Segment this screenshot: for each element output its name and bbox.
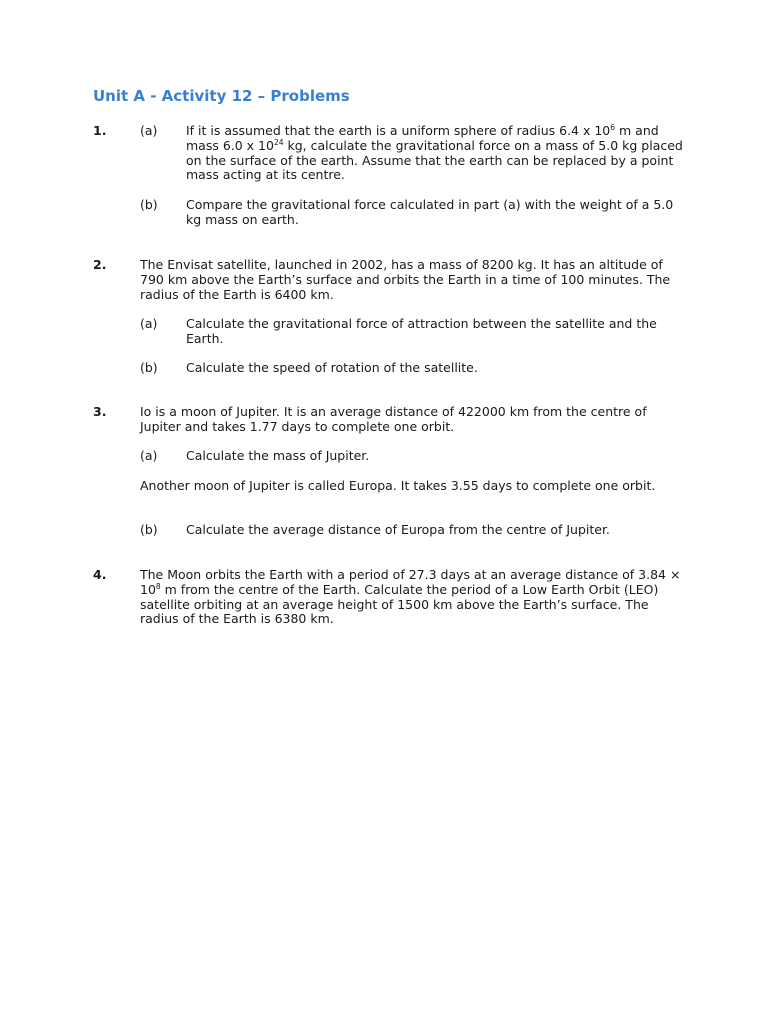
question-2a-text: Calculate the gravitational force of attraction between the satellite and the Earth. <box>186 316 657 346</box>
question-3a-text: Calculate the mass of Jupiter. <box>186 448 370 463</box>
question-2b-label: (b) <box>140 360 158 375</box>
question-3-number: 3. <box>93 404 107 419</box>
question-1b-label: (b) <box>140 197 158 212</box>
question-2b-text: Calculate the speed of rotation of the satellite. <box>186 360 478 375</box>
question-3-stem: Io is a moon of Jupiter. It is an average distance of 422000 km from the centre of Jupiter and takes 1.77 days to complete one orbit. <box>140 404 647 434</box>
exponent: 24 <box>273 137 284 147</box>
question-4-number: 4. <box>93 567 107 582</box>
question-3b-label: (b) <box>140 522 158 537</box>
page-title: Unit A - Activity 12 – Problems <box>93 87 350 105</box>
exponent: 8 <box>155 581 161 591</box>
question-1b-text: Compare the gravitational force calculated in part (a) with the weight of a 5.0 kg mass on earth. <box>186 197 674 227</box>
question-3a-label: (a) <box>140 448 158 463</box>
question-3b-text: Calculate the average distance of Europa from the centre of Jupiter. <box>186 522 610 537</box>
question-4-stem: The Moon orbits the Earth with a period of 27.3 days at an average distance of $3.84 \times 10^8$ m from the centre of the Earth. Calculate the period of a Low Earth Orbit (LEO) satellite orbiting at an average height of 1500 km above the Earth’s surface. The radius of the Earth is 6380 km. <box>140 567 681 627</box>
question-1a-text: If it is assumed that the earth is a uniform sphere of radius 6.4 x $10^6$ m and mass 6.0 x $10^{24}$ kg, calculate the gravitational force on a mass of 5.0 kg placed on the surface of the earth. Assume that the earth can be replaced by a point mass acting at its centre. <box>186 123 683 183</box>
question-2-stem: The Envisat satellite, launched in 2002, has a mass of 8200 kg. It has an altitude of 790 km above the Earth’s surface and orbits the Earth in a time of 100 minutes. The radius of the Earth is 6400 km. <box>140 257 671 302</box>
question-2-number: 2. <box>93 257 107 272</box>
question-2a-label: (a) <box>140 316 158 331</box>
exponent: 6 <box>610 123 616 132</box>
question-1-number: 1. <box>93 123 107 138</box>
question-3-intermediate-text: Another moon of Jupiter is called Europa. It takes 3.55 days to complete one orbit. <box>140 478 656 493</box>
question-1a-label: (a) <box>140 123 158 138</box>
